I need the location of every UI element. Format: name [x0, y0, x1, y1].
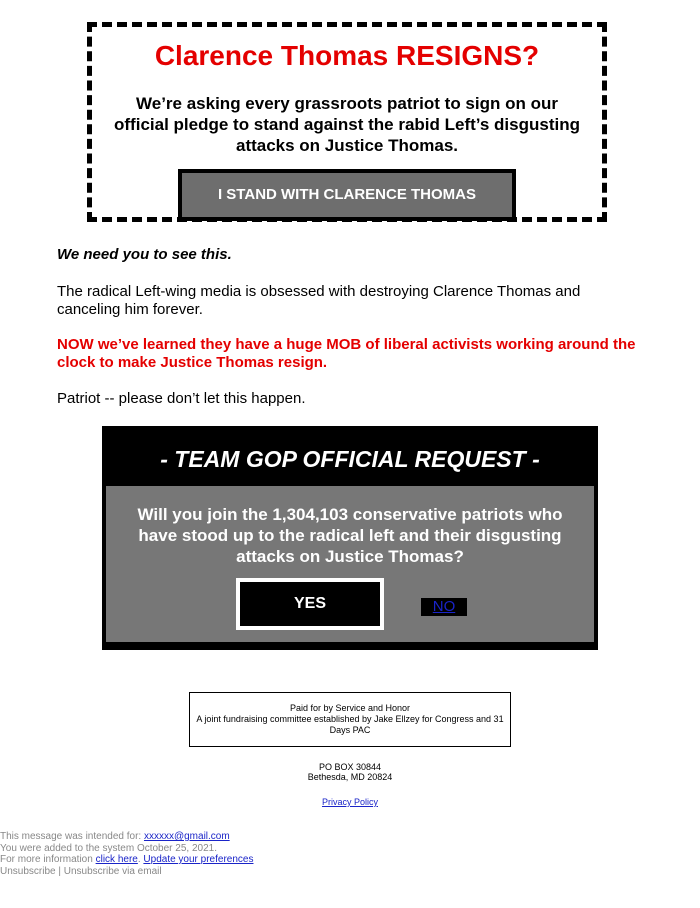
click-here-link[interactable]: click here	[95, 854, 138, 865]
privacy-policy-link[interactable]: Privacy Policy	[321, 797, 378, 807]
unsubscribe-email-link[interactable]: Unsubscribe via email	[63, 865, 162, 877]
official-request-panel	[102, 426, 598, 650]
hero-text: We’re asking every grassroots patriot to sign on our official pledge to stand against the rabid Left’s disgusting attacks on Justice Thomas.	[114, 94, 580, 155]
unsubscribe-link[interactable]: Unsubscribe	[0, 865, 56, 877]
mailing-address	[0, 762, 700, 782]
request-header: - TEAM GOP OFFICIAL REQUEST -	[160, 446, 540, 472]
address-line-1: PO BOX 30844	[318, 762, 382, 772]
address-line-2: Bethesda, MD 20824	[307, 772, 393, 782]
media-paragraph: The radical Left-wing media is obsessed with destroying Clarence Thomas and canceling him forever.	[57, 283, 581, 318]
update-preferences-link[interactable]: Update your preferences	[143, 854, 254, 865]
request-question: Will you join the 1,304,103 conservative patriots who have stood up to the radical left and their disgusting attacks on Justice Thomas?	[137, 505, 563, 566]
request-body	[106, 486, 594, 642]
committee-line: A joint fundraising committee established by Jake Ellzey for Congress and 31 Days PAC	[196, 714, 504, 735]
footer-more-prefix: For more information	[0, 854, 96, 865]
patriot-paragraph: Patriot -- please don’t let this happen.	[57, 390, 306, 407]
footer-email-link[interactable]: xxxxxx@gmail.com	[143, 831, 230, 842]
footer-intended-line	[0, 831, 700, 843]
footer-more-line	[0, 854, 700, 866]
paid-for-box	[189, 692, 511, 747]
intro-text: We need you to see this.	[57, 246, 232, 263]
footer-intended-prefix: This message was intended for:	[0, 831, 144, 842]
no-link[interactable]: NO	[421, 598, 467, 616]
footer-comma: .	[137, 854, 144, 865]
alert-paragraph: NOW we’ve learned they have a huge MOB of liberal activists working around the clock to make Justice Thomas resign.	[57, 336, 636, 371]
footer-added-line: You were added to the system October 25, 2021.	[0, 842, 217, 854]
hero-title: Clarence Thomas RESIGNS?	[154, 40, 540, 71]
footer-separator: |	[55, 865, 64, 877]
paid-for-line: Paid for by Service and Honor	[289, 703, 411, 713]
hero-box	[87, 22, 607, 222]
footer-unsubscribe-line	[0, 866, 700, 878]
stand-with-thomas-button[interactable]: I STAND WITH CLARENCE THOMAS	[178, 169, 516, 221]
yes-button[interactable]: YES	[236, 578, 384, 630]
privacy-section	[0, 797, 700, 807]
email-footer	[0, 831, 700, 877]
